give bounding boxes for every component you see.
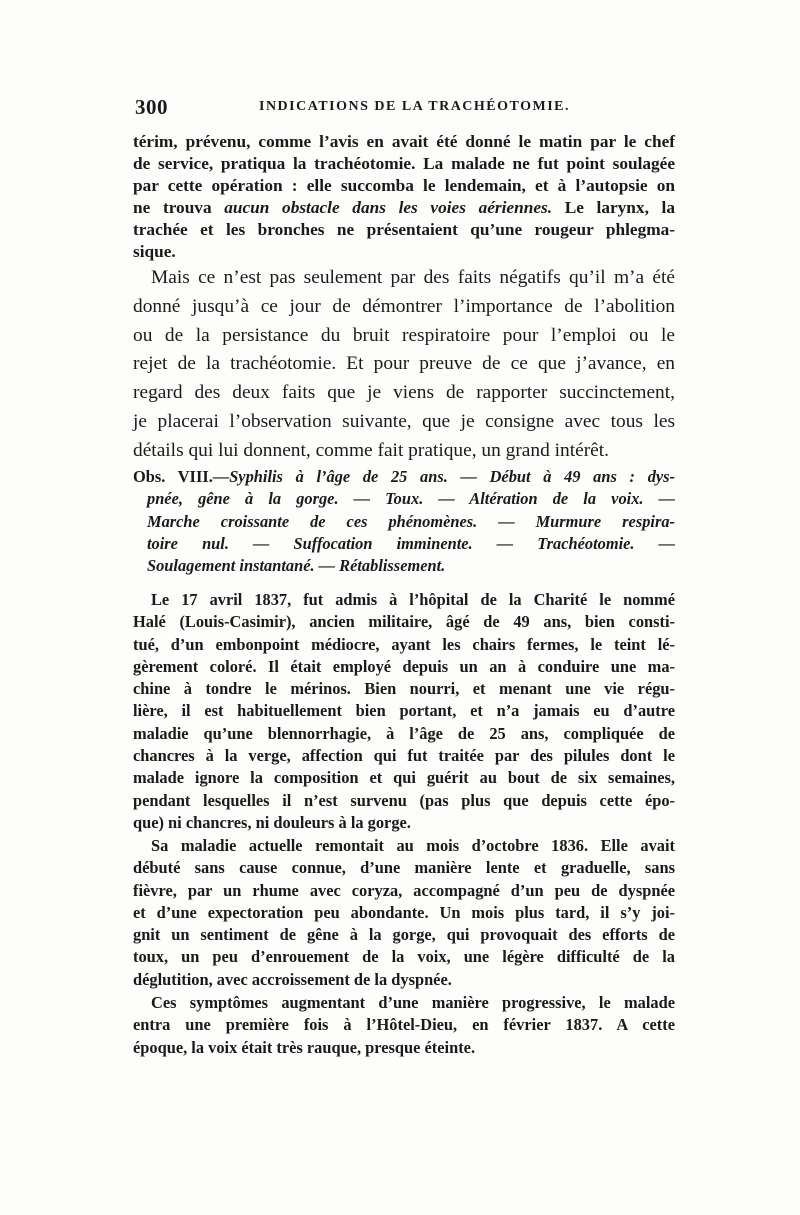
text-line: que) ni chancres, ni douleurs à la gorge. bbox=[133, 812, 411, 832]
text-line: rejet de la trachéotomie. Et pour preuve de ce que j’avance, en bbox=[133, 353, 675, 375]
observation-label: Obs. VIII.— bbox=[133, 467, 230, 486]
observation-summary: Syphilis à l’âge de 25 ans. — Début à 49 ans : dys- bbox=[229, 467, 675, 486]
text-line: trachée et les bronches ne présentaient qu’une rougeur phlegma- bbox=[133, 220, 675, 240]
text-line: par cette opération : elle succomba le lendemain, et à l’autopsie on bbox=[133, 176, 675, 196]
page-header bbox=[135, 95, 680, 125]
text-line: débuté sans cause connue, d’une manière lente et graduelle, sans bbox=[133, 858, 675, 878]
text-line: fièvre, par un rhume avec coryza, accompagné d’un peu de dyspnée bbox=[133, 880, 675, 900]
text-line: toire nul. — Suffocation imminente. — Trachéotomie. — bbox=[147, 533, 675, 553]
text-line: détails qui lui donnent, comme fait pratique, un grand intérêt. bbox=[133, 439, 610, 461]
text-line: tué, d’un embonpoint médiocre, ayant les chairs fermes, le teint lé- bbox=[133, 634, 675, 654]
text-line: regard des deux faits que je viens de rapporter succinctement, bbox=[133, 382, 675, 404]
text-line: donné jusqu’à ce jour de démontrer l’importance de l’abolition bbox=[133, 295, 675, 317]
paragraph-progression bbox=[133, 992, 675, 1059]
text-line: Mais ce n’est pas seulement par des faits négatifs qu’il m’a été bbox=[151, 267, 675, 288]
paragraph-patient-history bbox=[133, 589, 675, 834]
text-line: entra une première fois à l’Hôtel-Dieu, en février 1837. A cette bbox=[133, 1015, 675, 1035]
text-line: toux, un peu d’enrouement de la voix, une légère difficulté de la bbox=[133, 947, 675, 967]
text-fragment: Le larynx, la bbox=[552, 198, 675, 218]
text-line: déglutition, avec accroissement de la dyspnée. bbox=[133, 969, 452, 989]
text-line: Soulagement instantané. — Rétablissement. bbox=[147, 556, 446, 576]
text-line: lière, il est habituellement bien portant, et n’a jamais eu d’autre bbox=[133, 701, 675, 721]
text-line: chine à tondre le mérinos. Bien nourri, et menant une vie régu- bbox=[133, 679, 675, 699]
text-line: Ces symptômes augmentant d’une manière progressive, le malade bbox=[151, 993, 675, 1012]
text-line: de service, pratiqua la trachéotomie. La malade ne fut point soulagée bbox=[133, 154, 675, 174]
text-line: Halé (Louis-Casimir), ancien militaire, âgé de 49 ans, bien consti- bbox=[133, 612, 675, 632]
text-line: Marche croissante de ces phénomènes. — Murmure respira- bbox=[147, 511, 675, 531]
text-line: maladie qu’une blennorrhagie, à l’âge de 25 ans, compliquée de bbox=[133, 723, 675, 743]
italic-phrase: aucun obstacle dans les voies aériennes. bbox=[224, 198, 553, 218]
text-line: térim, prévenu, comme l’avis en avait été donné le matin par le chef bbox=[133, 132, 675, 151]
text-fragment: ne trouva bbox=[133, 198, 225, 218]
paragraph-argument bbox=[133, 264, 675, 466]
text-line: malade ignore la composition et qui guérit au bout de six semaines, bbox=[133, 768, 675, 788]
running-title: INDICATIONS DE LA TRACHÉOTOMIE. bbox=[259, 99, 571, 114]
text-line: chancres à la verge, affection qui fut traitée par des pilules dont le bbox=[133, 746, 675, 766]
paragraph-continuation bbox=[133, 131, 675, 264]
paragraph-current-illness bbox=[133, 835, 675, 991]
text-line: pnée, gêne à la gorge. — Toux. — Altération de la voix. — bbox=[147, 489, 675, 509]
text-line: Le 17 avril 1837, fut admis à l’hôpital de la Charité le nommé bbox=[151, 590, 675, 609]
text-line: sique. bbox=[133, 242, 176, 262]
text-line bbox=[133, 466, 675, 488]
observation-heading bbox=[133, 466, 675, 577]
text-line: ou de la persistance du bruit respiratoire pour l’emploi ou le bbox=[133, 324, 675, 346]
text-line: gèrement coloré. Il était employé depuis un an à conduire une ma- bbox=[133, 656, 675, 676]
text-line: gnit un sentiment de gêne à la gorge, qui provoquait des efforts de bbox=[133, 925, 675, 945]
text-line bbox=[133, 197, 675, 219]
text-line: je placerai l’observation suivante, que je consigne avec tous les bbox=[133, 410, 675, 432]
text-line: pendant lesquelles il n’est survenu (pas plus que depuis cette épo- bbox=[133, 790, 675, 810]
text-line: et d’une expectoration peu abondante. Un mois plus tard, il s’y joi- bbox=[133, 902, 675, 922]
page-number: 300 bbox=[135, 95, 168, 119]
text-line: époque, la voix était très rauque, presque éteinte. bbox=[133, 1037, 476, 1057]
text-line: Sa maladie actuelle remontait au mois d’octobre 1836. Elle avait bbox=[151, 836, 675, 855]
